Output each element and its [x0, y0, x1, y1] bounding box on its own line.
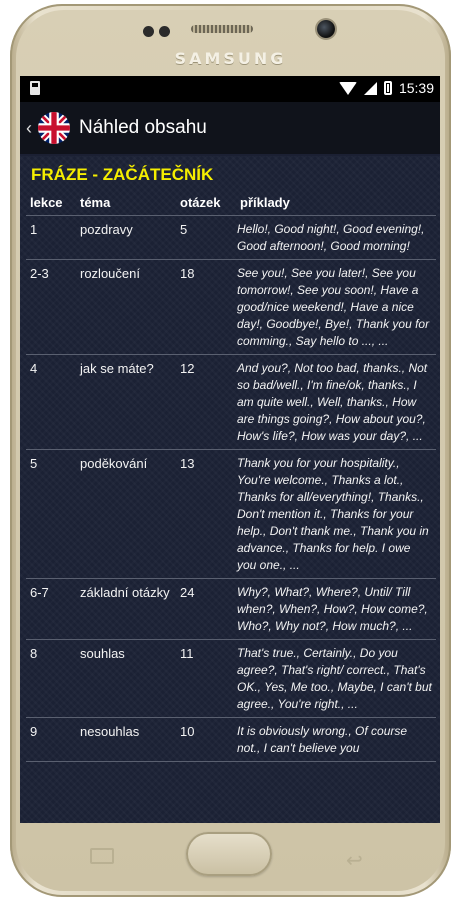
proximity-sensor: [143, 26, 154, 37]
cell-lekce: 9: [26, 718, 76, 762]
page-title: Náhled obsahu: [79, 117, 207, 138]
cell-otazek: 5: [176, 216, 233, 260]
brand-logo: SAMSUNG: [174, 49, 287, 68]
cell-lekce: 4: [26, 355, 76, 450]
header-otazek: otázek: [176, 194, 233, 216]
wifi-icon: [339, 82, 357, 95]
uk-flag-icon[interactable]: [38, 112, 70, 144]
table-header-row: [26, 194, 436, 216]
cell-priklady: See you!, See you later!, See you tomorrow!, See you soon!, Have a good/nice weekend!, Have a nice day!, Goodbye!, Bye!, Thank you for comming., Say hello to ..., ...: [233, 260, 436, 355]
table-row[interactable]: [26, 216, 436, 260]
cell-priklady: It is obviously wrong., Of course not., I can't believe you: [233, 718, 436, 762]
sd-card-icon: [30, 81, 40, 95]
cell-tema: poděkování: [76, 450, 176, 579]
status-icons: [339, 80, 434, 96]
recent-apps-icon[interactable]: [90, 848, 114, 864]
earpiece-speaker: [191, 25, 253, 33]
cell-lekce: 1: [26, 216, 76, 260]
table-row[interactable]: [26, 718, 436, 762]
cell-otazek: 13: [176, 450, 233, 579]
cell-tema: rozloučení: [76, 260, 176, 355]
cell-tema: souhlas: [76, 640, 176, 718]
battery-icon: [384, 81, 392, 95]
cell-priklady: Hello!, Good night!, Good evening!, Good afternoon!, Good morning!: [233, 216, 436, 260]
back-arrow-icon[interactable]: ↩: [346, 850, 363, 872]
light-sensor: [159, 26, 170, 37]
front-camera-icon: [317, 20, 335, 38]
cell-tema: pozdravy: [76, 216, 176, 260]
cell-lekce: 2-3: [26, 260, 76, 355]
cell-tema: jak se máte?: [76, 355, 176, 450]
table-row[interactable]: [26, 579, 436, 640]
cell-tema: základní otázky: [76, 579, 176, 640]
cell-otazek: 10: [176, 718, 233, 762]
chevron-left-icon[interactable]: ‹: [26, 117, 32, 138]
header-priklady: příklady: [233, 194, 436, 216]
cell-priklady: Thank you for your hospitality., You're welcome., Thanks a lot., Thanks for all/everything!, Thanks., Don't mention it., Thanks for your help., Don't thank me., Thank you in advance., Thanks for help. I owe you one., ...: [233, 450, 436, 579]
cell-lekce: 8: [26, 640, 76, 718]
cell-lekce: 5: [26, 450, 76, 579]
table-row[interactable]: [26, 450, 436, 579]
signal-icon: [364, 82, 377, 95]
header-tema: téma: [76, 194, 176, 216]
app-bar: [20, 102, 440, 154]
lessons-table: [26, 194, 436, 762]
cell-priklady: Why?, What?, Where?, Until/ Till when?, When?, How?, How come?, Who?, Why not?, How much?, ...: [233, 579, 436, 640]
header-lekce: lekce: [26, 194, 76, 216]
cell-priklady: And you?, Not too bad, thanks., Not so bad/well., I'm fine/ok, thanks., I am quite well., Well, thanks., How are things going?, How about you?, How's life?, How was your day?, ...: [233, 355, 436, 450]
status-bar: [20, 76, 440, 102]
cell-tema: nesouhlas: [76, 718, 176, 762]
table-row[interactable]: [26, 355, 436, 450]
cell-otazek: 11: [176, 640, 233, 718]
content-area[interactable]: [20, 156, 440, 823]
cell-priklady: That's true., Certainly., Do you agree?, That's right/ correct., That's OK., Yes, Me too., Maybe, I can't but agree., You're right., ...: [233, 640, 436, 718]
status-time: 15:39: [398, 80, 434, 96]
cell-otazek: 18: [176, 260, 233, 355]
table-row[interactable]: [26, 260, 436, 355]
cell-otazek: 12: [176, 355, 233, 450]
home-button[interactable]: [186, 832, 272, 876]
table-row[interactable]: [26, 640, 436, 718]
cell-lekce: 6-7: [26, 579, 76, 640]
section-title: FRÁZE - ZAČÁTEČNÍK: [31, 165, 214, 184]
cell-otazek: 24: [176, 579, 233, 640]
screen: [20, 76, 440, 823]
